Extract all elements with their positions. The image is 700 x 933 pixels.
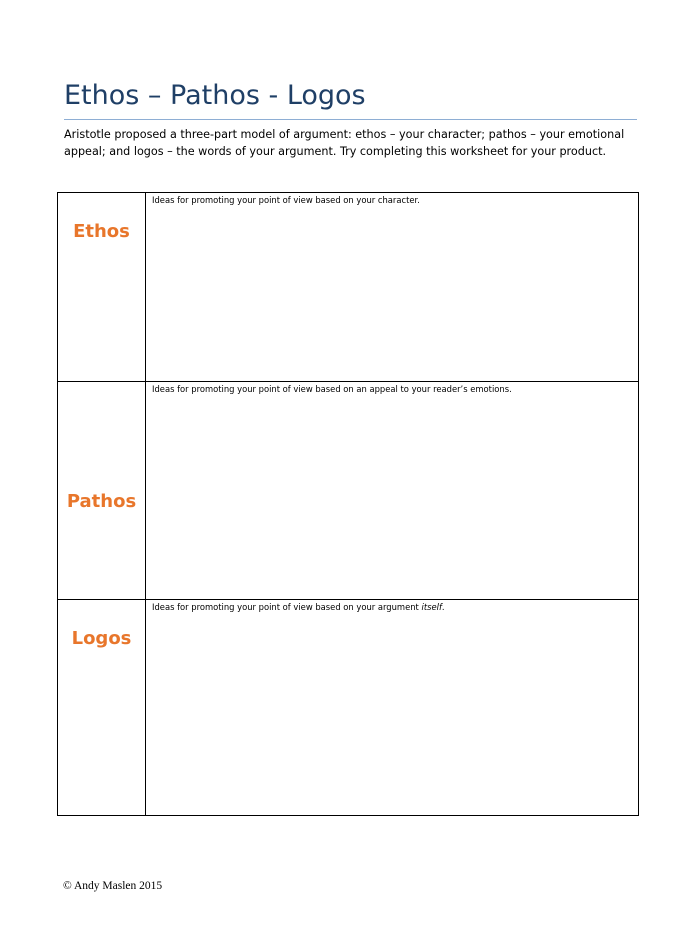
- worksheet-row-ethos: [58, 193, 639, 382]
- worksheet-table: [57, 192, 639, 816]
- page-title: Ethos – Pathos - Logos: [64, 80, 366, 111]
- worksheet-row-pathos: [58, 382, 639, 600]
- label-cell-pathos: [58, 382, 146, 600]
- title-divider: [64, 119, 637, 120]
- answer-area-ethos[interactable]: [146, 193, 639, 382]
- intro-paragraph: Aristotle proposed a three-part model of argument: ethos – your character; pathos – your emotional appeal; and logos – the words of your argument. Try completing this worksheet for your product.: [64, 128, 625, 158]
- logos-prompt-end: .: [441, 602, 445, 612]
- ethos-label: Ethos: [73, 221, 130, 242]
- pathos-prompt: Ideas for promoting your point of view based on an appeal to your reader’s emotions.: [152, 384, 512, 394]
- answer-area-pathos[interactable]: [146, 382, 639, 600]
- logos-label: Logos: [71, 628, 132, 649]
- worksheet-row-logos: [58, 600, 639, 816]
- ethos-prompt: Ideas for promoting your point of view based on your character.: [152, 195, 420, 205]
- answer-area-logos[interactable]: [146, 600, 639, 816]
- pathos-label: Pathos: [66, 491, 137, 512]
- copyright-footer: © Andy Maslen 2015: [63, 880, 163, 892]
- logos-prompt: [152, 602, 445, 612]
- logos-prompt-text: Ideas for promoting your point of view based on your argument: [152, 602, 422, 612]
- label-cell-ethos: [58, 193, 146, 382]
- logos-prompt-emphasis: itself: [421, 602, 442, 612]
- label-cell-logos: [58, 600, 146, 816]
